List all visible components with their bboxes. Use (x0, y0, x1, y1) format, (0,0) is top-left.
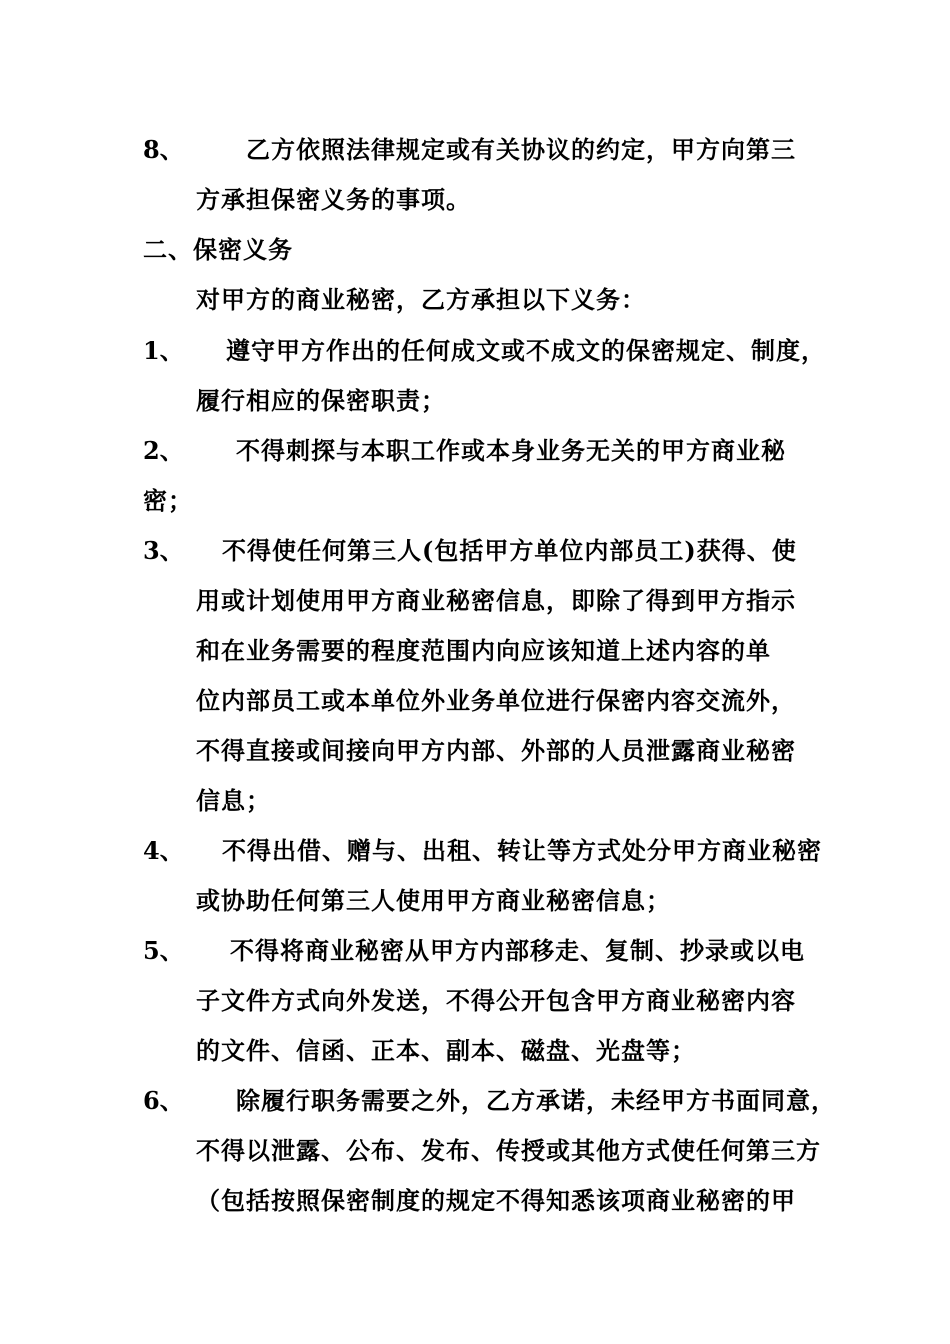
item-1-line-2: 履行相应的保密职责； (196, 386, 446, 415)
item-5-line-1: 不得将商业秘密从甲方内部移走、复制、抄录或以电 (230, 936, 805, 965)
item-5-number: 5、 (143, 936, 184, 965)
item-3-line-1: 不得使任何第三人(包括甲方单位内部员工)获得、使 (222, 536, 797, 565)
item-5-line-2: 子文件方式向外发送，不得公开包含甲方商业秘密内容 (196, 986, 796, 1015)
item-4-number: 4、 (143, 836, 184, 865)
item-4-line-2: 或协助任何第三人使用甲方商业秘密信息； (196, 886, 671, 915)
item-3-line-6: 信息； (196, 786, 271, 815)
item-3-line-5: 不得直接或间接向甲方内部、外部的人员泄露商业秘密 (196, 736, 796, 765)
item-3-line-4: 位内部员工或本单位外业务单位进行保密内容交流外， (196, 686, 796, 715)
item-6-number: 6、 (143, 1086, 184, 1115)
item-8-line-1: 乙方依照法律规定或有关协议的约定，甲方向第三 (246, 135, 796, 164)
item-3-line-3: 和在业务需要的程度范围内向应该知道上述内容的单 (196, 636, 771, 665)
item-3-number: 3、 (143, 536, 184, 565)
item-4-line-1: 不得出借、赠与、出租、转让等方式处分甲方商业秘密 (222, 836, 822, 865)
item-8-number: 8、 (143, 135, 184, 164)
item-1-number: 1、 (143, 336, 184, 365)
item-5-line-3: 的文件、信函、正本、副本、磁盘、光盘等； (196, 1036, 696, 1065)
item-6-line-3: （包括按照保密制度的规定不得知悉该项商业秘密的甲 (196, 1186, 796, 1215)
item-8-line-2: 方承担保密义务的事项。 (196, 185, 471, 214)
section-heading: 二、保密义务 (143, 235, 293, 264)
item-1-line-1: 遵守甲方作出的任何成文或不成文的保密规定、制度， (226, 336, 826, 365)
section-intro: 对甲方的商业秘密，乙方承担以下义务： (196, 285, 646, 314)
item-2-line-1: 不得刺探与本职工作或本身业务无关的甲方商业秘 (236, 436, 786, 465)
item-2-number: 2、 (143, 436, 184, 465)
item-6-line-2: 不得以泄露、公布、发布、传授或其他方式使任何第三方 (196, 1136, 821, 1165)
item-2-line-2: 密； (143, 486, 193, 515)
item-6-line-1: 除履行职务需要之外，乙方承诺，未经甲方书面同意， (236, 1086, 836, 1115)
item-3-line-2: 用或计划使用甲方商业秘密信息，即除了得到甲方指示 (196, 586, 796, 615)
